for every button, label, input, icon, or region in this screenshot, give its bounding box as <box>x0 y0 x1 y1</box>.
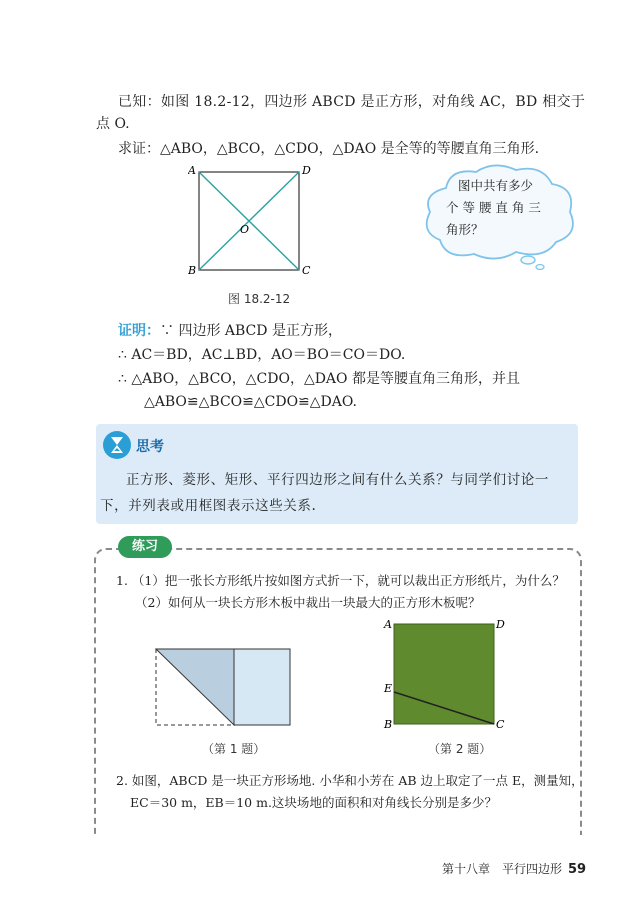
proof-line-1-text: ∵ 四边形 ABCD 是正方形， <box>160 323 342 339</box>
exercise-1-caption: （第 1 题） <box>202 742 266 756</box>
figure-caption: 图 18.2-12 <box>228 292 291 306</box>
given-line-2: 点 O. <box>96 116 130 132</box>
cloud-text-1: 图中共有多少 <box>458 178 534 193</box>
cloud-text-2: 个 等 腰 直 角 三 <box>446 200 541 215</box>
given-line-1: 已知：如图 18.2-12，四边形 ABCD 是正方形，对角线 AC，BD 相交于 <box>118 94 586 110</box>
exercise-1b: （2）如何从一块长方形木板中裁出一块最大的正方形木板呢？ <box>135 595 481 610</box>
proof-line-2: ∴ AC＝BD，AC⊥BD，AO＝BO＝CO＝DO. <box>118 347 406 363</box>
label-D: D <box>302 164 311 177</box>
exercise-2-caption: （第 2 题） <box>428 742 492 756</box>
label-D: D <box>496 618 505 631</box>
label-E: E <box>384 682 393 695</box>
label-C: C <box>496 718 505 731</box>
label-B: B <box>188 264 197 277</box>
exercise-1a: 1. （1）把一张长方形纸片按如图方式折一下，就可以裁出正方形纸片，为什么？ <box>116 573 565 588</box>
label-A: A <box>384 618 392 631</box>
exercise-2a: 2. 如图，ABCD 是一块正方形场地. 小华和小芳在 AB 边上取定了一点 E，测量知， <box>116 773 584 788</box>
think-text-1: 正方形、菱形、矩形、平行四边形之间有什么关系？与同学们讨论一 <box>126 472 549 488</box>
page-footer <box>442 860 586 877</box>
prove-statement: 求证：△ABO，△BCO，△CDO，△DAO 是全等的等腰直角三角形. <box>118 141 540 157</box>
proof-line-1 <box>118 321 342 341</box>
label-B: B <box>384 718 393 731</box>
label-A: A <box>188 164 196 177</box>
square-field-figure <box>382 616 508 732</box>
page-number: 59 <box>568 862 587 877</box>
cloud-text-3: 角形？ <box>446 222 484 237</box>
label-C: C <box>302 264 311 277</box>
exercise-2b: EC＝30 m，EB＝10 m.这块场地的面积和对角线长分别是多少？ <box>130 795 497 810</box>
think-text-2: 下，并列表或用框图表示这些关系. <box>100 498 317 514</box>
exercise-tag: 练习 <box>118 536 172 558</box>
square-diagonals-figure <box>188 162 314 282</box>
proof-line-3: ∴ △ABO，△BCO，△CDO，△DAO 都是等腰直角三角形，并且 <box>118 371 520 387</box>
paper-fold-figure <box>150 644 296 730</box>
proof-line-4: △ABO≌△BCO≌△CDO≌△DAO. <box>144 394 357 410</box>
proof-label: 证明： <box>118 323 160 339</box>
think-box <box>96 424 578 524</box>
think-title: 思考 <box>136 439 164 455</box>
label-O: O <box>240 223 250 236</box>
chapter-title: 第十八章 平行四边形 <box>442 862 563 876</box>
hourglass-icon <box>102 430 132 460</box>
